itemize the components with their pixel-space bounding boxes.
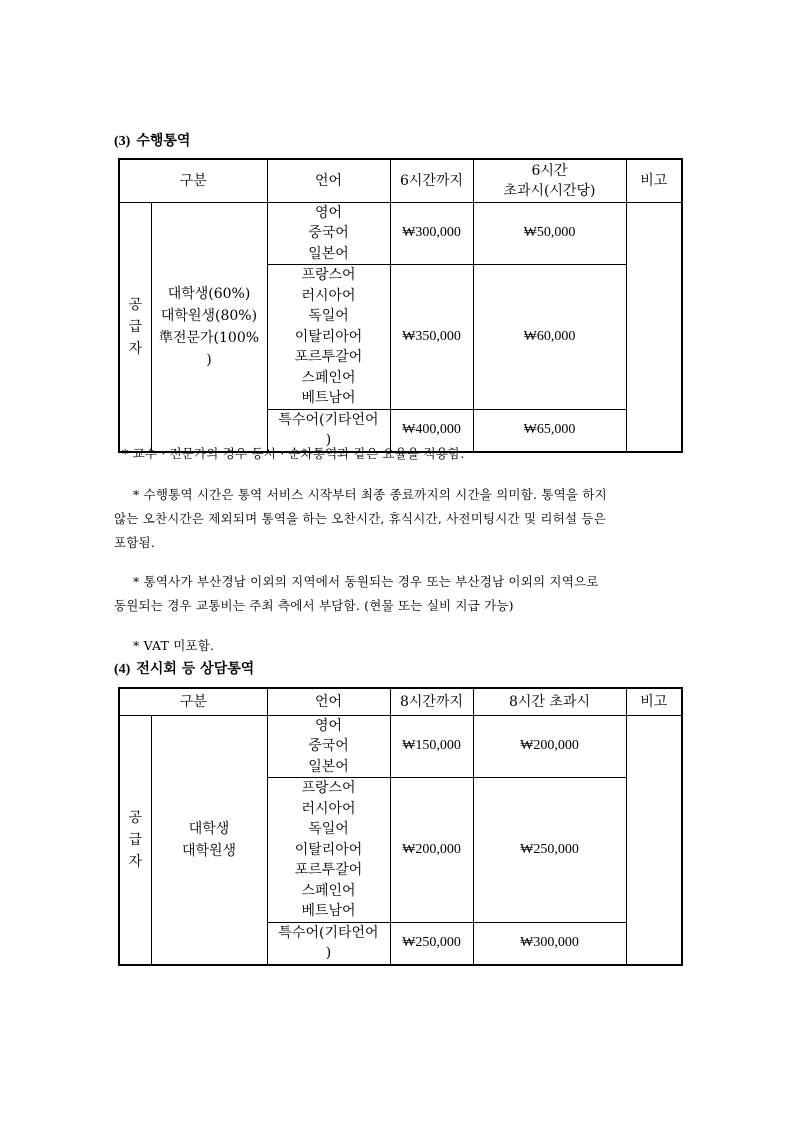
language-cell bbox=[267, 922, 390, 965]
section4-title: 전시회 등 상담통역 bbox=[136, 661, 255, 677]
language-item: 독일어 bbox=[308, 308, 349, 324]
note-hours-line2: 않는 오찬시간은 제외되며 통역을 하는 오찬시간, 휴식시간, 사전미팅시간 및 리허설 등은 bbox=[114, 511, 606, 526]
supplier-char: 공 bbox=[128, 296, 143, 313]
header-time-limit: 6시간까지 bbox=[390, 159, 473, 202]
language-item: 포르투갈어 bbox=[294, 862, 363, 878]
note-professional: * 교수ㆍ전문가의 경우 동시ㆍ순차통역과 같은 요율을 적용함. bbox=[122, 446, 465, 461]
language-item: 이탈리아어 bbox=[294, 328, 363, 345]
language-item: 중국어 bbox=[308, 225, 349, 241]
supplier-type: 대학생(60%) bbox=[167, 285, 251, 302]
section3-number: (3) bbox=[114, 134, 131, 149]
price-cell: ₩150,000 bbox=[390, 715, 473, 778]
overtime-cell: ₩60,000 bbox=[473, 265, 626, 410]
remarks-cell bbox=[626, 715, 682, 965]
language-item: 베트남어 bbox=[301, 390, 356, 406]
language-item: ) bbox=[325, 945, 332, 961]
overtime-cell: ₩50,000 bbox=[473, 202, 626, 265]
language-item: 포르투갈어 bbox=[294, 349, 363, 365]
language-item: 러시아어 bbox=[301, 800, 356, 817]
header-overtime-line1: 6시간 bbox=[531, 162, 568, 179]
section3-table bbox=[118, 158, 683, 453]
supplier-type: 準전문가(100% bbox=[158, 329, 260, 346]
language-cell bbox=[267, 202, 390, 265]
price-cell: ₩200,000 bbox=[390, 778, 473, 923]
supplier-char: 자 bbox=[128, 340, 143, 357]
language-cell bbox=[267, 265, 390, 410]
price-cell: ₩400,000 bbox=[390, 409, 473, 452]
section4-heading bbox=[114, 658, 254, 678]
price-cell: ₩350,000 bbox=[390, 265, 473, 410]
header-remarks: 비고 bbox=[626, 688, 682, 715]
supplier-label bbox=[119, 202, 151, 452]
supplier-char: 자 bbox=[128, 853, 143, 870]
supplier-types bbox=[151, 715, 267, 965]
supplier-type: 대학원생(80%) bbox=[160, 307, 258, 324]
supplier-type: 대학원생 bbox=[181, 842, 237, 859]
language-item: 특수어(기타언어 bbox=[278, 924, 379, 941]
header-overtime-line2: 초과시(시간당) bbox=[503, 182, 596, 199]
language-item: 이탈리아어 bbox=[294, 841, 363, 858]
remarks-cell bbox=[626, 202, 682, 452]
language-item: 영어 bbox=[314, 717, 343, 734]
overtime-cell: ₩65,000 bbox=[473, 409, 626, 452]
header-overtime bbox=[473, 159, 626, 202]
overtime-cell: ₩200,000 bbox=[473, 715, 626, 778]
note-transport-line1: * 통역사가 부산경남 이외의 지역에서 동원되는 경우 또는 부산경남 이외의 지역으로 bbox=[133, 574, 599, 589]
overtime-cell: ₩250,000 bbox=[473, 778, 626, 923]
section4-number: (4) bbox=[114, 662, 131, 677]
language-cell bbox=[267, 778, 390, 923]
supplier-char: 급 bbox=[128, 318, 143, 335]
language-item: 영어 bbox=[314, 204, 343, 221]
supplier-label bbox=[119, 715, 151, 965]
language-item: 중국어 bbox=[308, 738, 349, 754]
language-item: 러시아어 bbox=[301, 287, 356, 304]
section3-title: 수행통역 bbox=[136, 133, 191, 149]
header-remarks: 비고 bbox=[626, 159, 682, 202]
language-item: 일본어 bbox=[308, 758, 349, 775]
note-transport-line2: 동원되는 경우 교통비는 주최 측에서 부담함. (현물 또는 실비 지급 가능) bbox=[114, 598, 514, 613]
supplier-type: ) bbox=[206, 351, 212, 368]
supplier-char: 급 bbox=[128, 831, 143, 848]
header-language: 언어 bbox=[267, 159, 390, 202]
language-item: 프랑스어 bbox=[301, 267, 356, 283]
language-cell bbox=[267, 715, 390, 778]
language-item: 스페인어 bbox=[301, 369, 356, 386]
price-cell: ₩300,000 bbox=[390, 202, 473, 265]
section4-table bbox=[118, 687, 683, 966]
section3-heading bbox=[114, 130, 190, 150]
language-item: 일본어 bbox=[308, 245, 349, 262]
supplier-char: 공 bbox=[128, 809, 143, 826]
header-language: 언어 bbox=[267, 688, 390, 715]
overtime-cell: ₩300,000 bbox=[473, 922, 626, 965]
supplier-types bbox=[151, 202, 267, 452]
language-item: 독일어 bbox=[308, 821, 349, 837]
note-vat: * VAT 미포함. bbox=[133, 638, 215, 653]
language-item: ) bbox=[325, 432, 332, 448]
note-hours-line1: * 수행통역 시간은 통역 서비스 시작부터 최종 종료까지의 시간을 의미함. 통역을 하지 bbox=[133, 487, 607, 502]
header-category: 구분 bbox=[119, 159, 267, 202]
language-item: 특수어(기타언어 bbox=[278, 411, 379, 428]
language-item: 프랑스어 bbox=[301, 780, 356, 796]
note-hours-line3: 포함됨. bbox=[114, 535, 155, 550]
language-item: 베트남어 bbox=[301, 903, 356, 919]
header-overtime: 8시간 초과시 bbox=[473, 688, 626, 715]
header-time-limit: 8시간까지 bbox=[390, 688, 473, 715]
language-item: 스페인어 bbox=[301, 882, 356, 899]
supplier-type: 대학생 bbox=[188, 820, 230, 837]
header-category: 구분 bbox=[119, 688, 267, 715]
price-cell: ₩250,000 bbox=[390, 922, 473, 965]
